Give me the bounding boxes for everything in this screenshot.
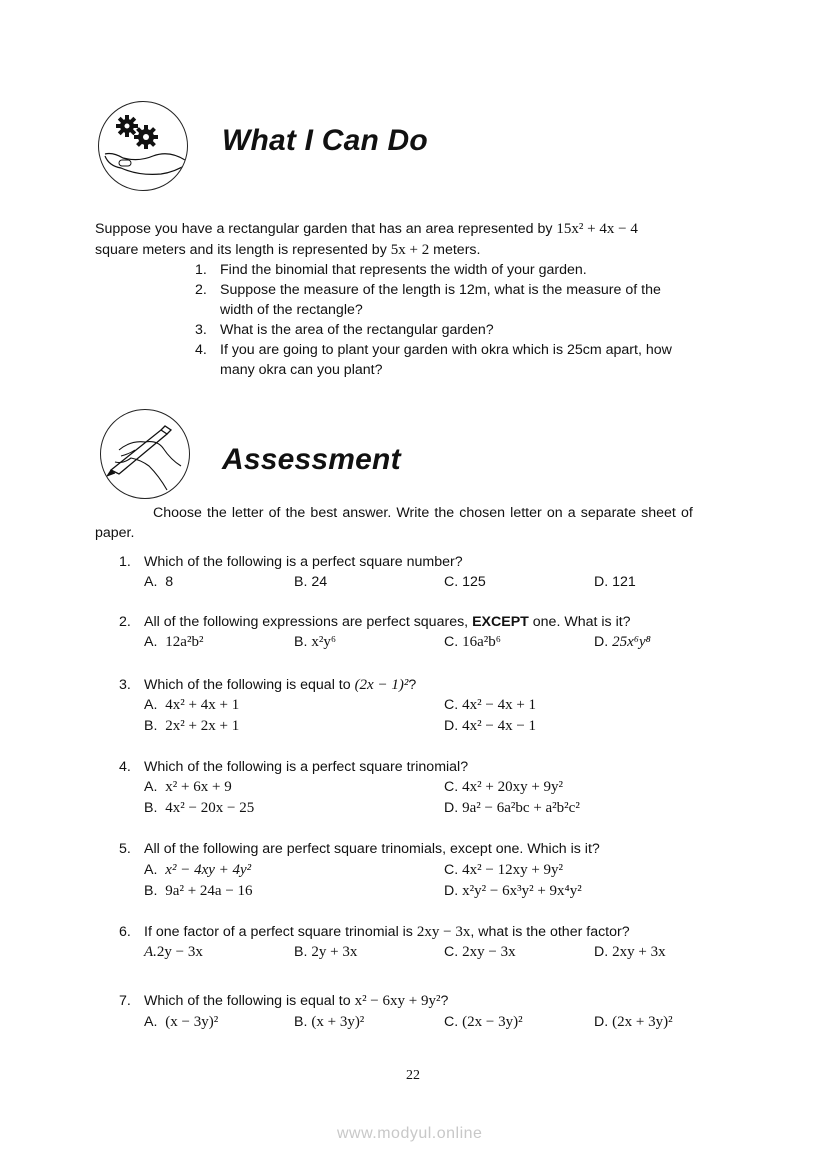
option-b[interactable]: B. x²y⁶ xyxy=(294,634,337,650)
question-number: 7. xyxy=(119,993,131,1009)
option-c[interactable]: C. 4x² + 20xy + 9y² xyxy=(444,779,564,795)
option-c[interactable]: C. 16a²b⁶ xyxy=(444,634,502,650)
task-text: What is the area of the rectangular garden? xyxy=(220,322,494,338)
question-text: Which of the following is a perfect square trinomial? xyxy=(144,759,469,775)
option-b[interactable]: B. 2x² + 2x + 1 xyxy=(144,718,240,734)
instructions-line-2: paper. xyxy=(95,525,135,541)
length-expression: 5x + 2 xyxy=(390,242,430,258)
option-c[interactable]: C. 125 xyxy=(444,574,486,590)
question-text: All of the following expressions are perfect squares, EXCEPT one. What is it? xyxy=(144,614,631,630)
option-a[interactable]: A. 8 xyxy=(144,574,174,590)
problem-intro-line-2: square meters and its length is represented by 5x + 2 meters. xyxy=(95,242,481,258)
question-number: 4. xyxy=(119,759,131,775)
option-d[interactable]: D. 2xy + 3x xyxy=(594,944,666,960)
task-number: 4. xyxy=(195,342,207,358)
question-number: 2. xyxy=(119,614,131,630)
area-expression: 15x² + 4x − 4 xyxy=(556,221,638,237)
watermark: www.modyul.online xyxy=(337,1125,483,1142)
instructions-line-1: Choose the letter of the best answer. Write the chosen letter on a separate sheet of xyxy=(153,505,693,521)
task-number: 2. xyxy=(195,282,207,298)
option-c[interactable]: C. (2x − 3y)² xyxy=(444,1014,523,1030)
question-text: Which of the following is a perfect square number? xyxy=(144,554,463,570)
page-number: 22 xyxy=(406,1068,420,1083)
option-b[interactable]: B. 9a² + 24a − 16 xyxy=(144,883,253,899)
question-text: Which of the following is equal to x² − 6xy + 9y²? xyxy=(144,993,449,1009)
task-text-cont: width of the rectangle? xyxy=(220,302,363,318)
question-text: If one factor of a perfect square trinomial is 2xy − 3x, what is the other factor? xyxy=(144,924,630,940)
option-b[interactable]: B. 4x² − 20x − 25 xyxy=(144,800,255,816)
option-c[interactable]: C. 2xy − 3x xyxy=(444,944,516,960)
question-text: All of the following are perfect square trinomials, except one. Which is it? xyxy=(144,841,600,857)
option-a[interactable]: A. 12a²b² xyxy=(144,634,204,650)
task-text: Suppose the measure of the length is 12m, what is the measure of the xyxy=(220,282,661,298)
task-number: 3. xyxy=(195,322,207,338)
option-d[interactable]: D. x²y² − 6x³y² + 9x⁴y² xyxy=(444,883,582,899)
option-b[interactable]: B. 2y + 3x xyxy=(294,944,358,960)
option-b[interactable]: B. (x + 3y)² xyxy=(294,1014,365,1030)
option-d[interactable]: D. 9a² − 6a²bc + a²b²c² xyxy=(444,800,580,816)
option-c[interactable]: C. 4x² − 12xy + 9y² xyxy=(444,862,564,878)
option-a[interactable]: A. x² − 4xy + 4y² xyxy=(144,862,252,878)
task-text-cont: many okra can you plant? xyxy=(220,362,383,378)
option-a[interactable]: A.2y − 3x xyxy=(144,944,203,960)
problem-intro-line-1: Suppose you have a rectangular garden that has an area represented by 15x² + 4x − 4 xyxy=(95,221,638,237)
option-c[interactable]: C. 4x² − 4x + 1 xyxy=(444,697,537,713)
option-d[interactable]: D. (2x + 3y)² xyxy=(594,1014,673,1030)
option-d[interactable]: D. 25x⁶y⁸ xyxy=(594,634,651,650)
option-d[interactable]: D. 121 xyxy=(594,574,636,590)
option-d[interactable]: D. 4x² − 4x − 1 xyxy=(444,718,537,734)
option-a[interactable]: A. 4x² + 4x + 1 xyxy=(144,697,240,713)
option-a[interactable]: A. (x − 3y)² xyxy=(144,1014,219,1030)
question-text: Which of the following is equal to (2x − 1)²? xyxy=(144,677,417,693)
section-title-what-i-can-do: What I Can Do xyxy=(222,124,428,157)
option-a[interactable]: A. x² + 6x + 9 xyxy=(144,779,232,795)
section-title-assessment: Assessment xyxy=(222,443,401,476)
task-text: Find the binomial that represents the width of your garden. xyxy=(220,262,587,278)
gears-in-hand-icon xyxy=(98,101,188,191)
task-number: 1. xyxy=(195,262,207,278)
question-number: 6. xyxy=(119,924,131,940)
task-text: If you are going to plant your garden with okra which is 25cm apart, how xyxy=(220,342,672,358)
question-number: 5. xyxy=(119,841,131,857)
hand-writing-pencil-icon xyxy=(100,409,190,499)
question-number: 3. xyxy=(119,677,131,693)
question-number: 1. xyxy=(119,554,131,570)
option-b[interactable]: B. 24 xyxy=(294,574,328,590)
